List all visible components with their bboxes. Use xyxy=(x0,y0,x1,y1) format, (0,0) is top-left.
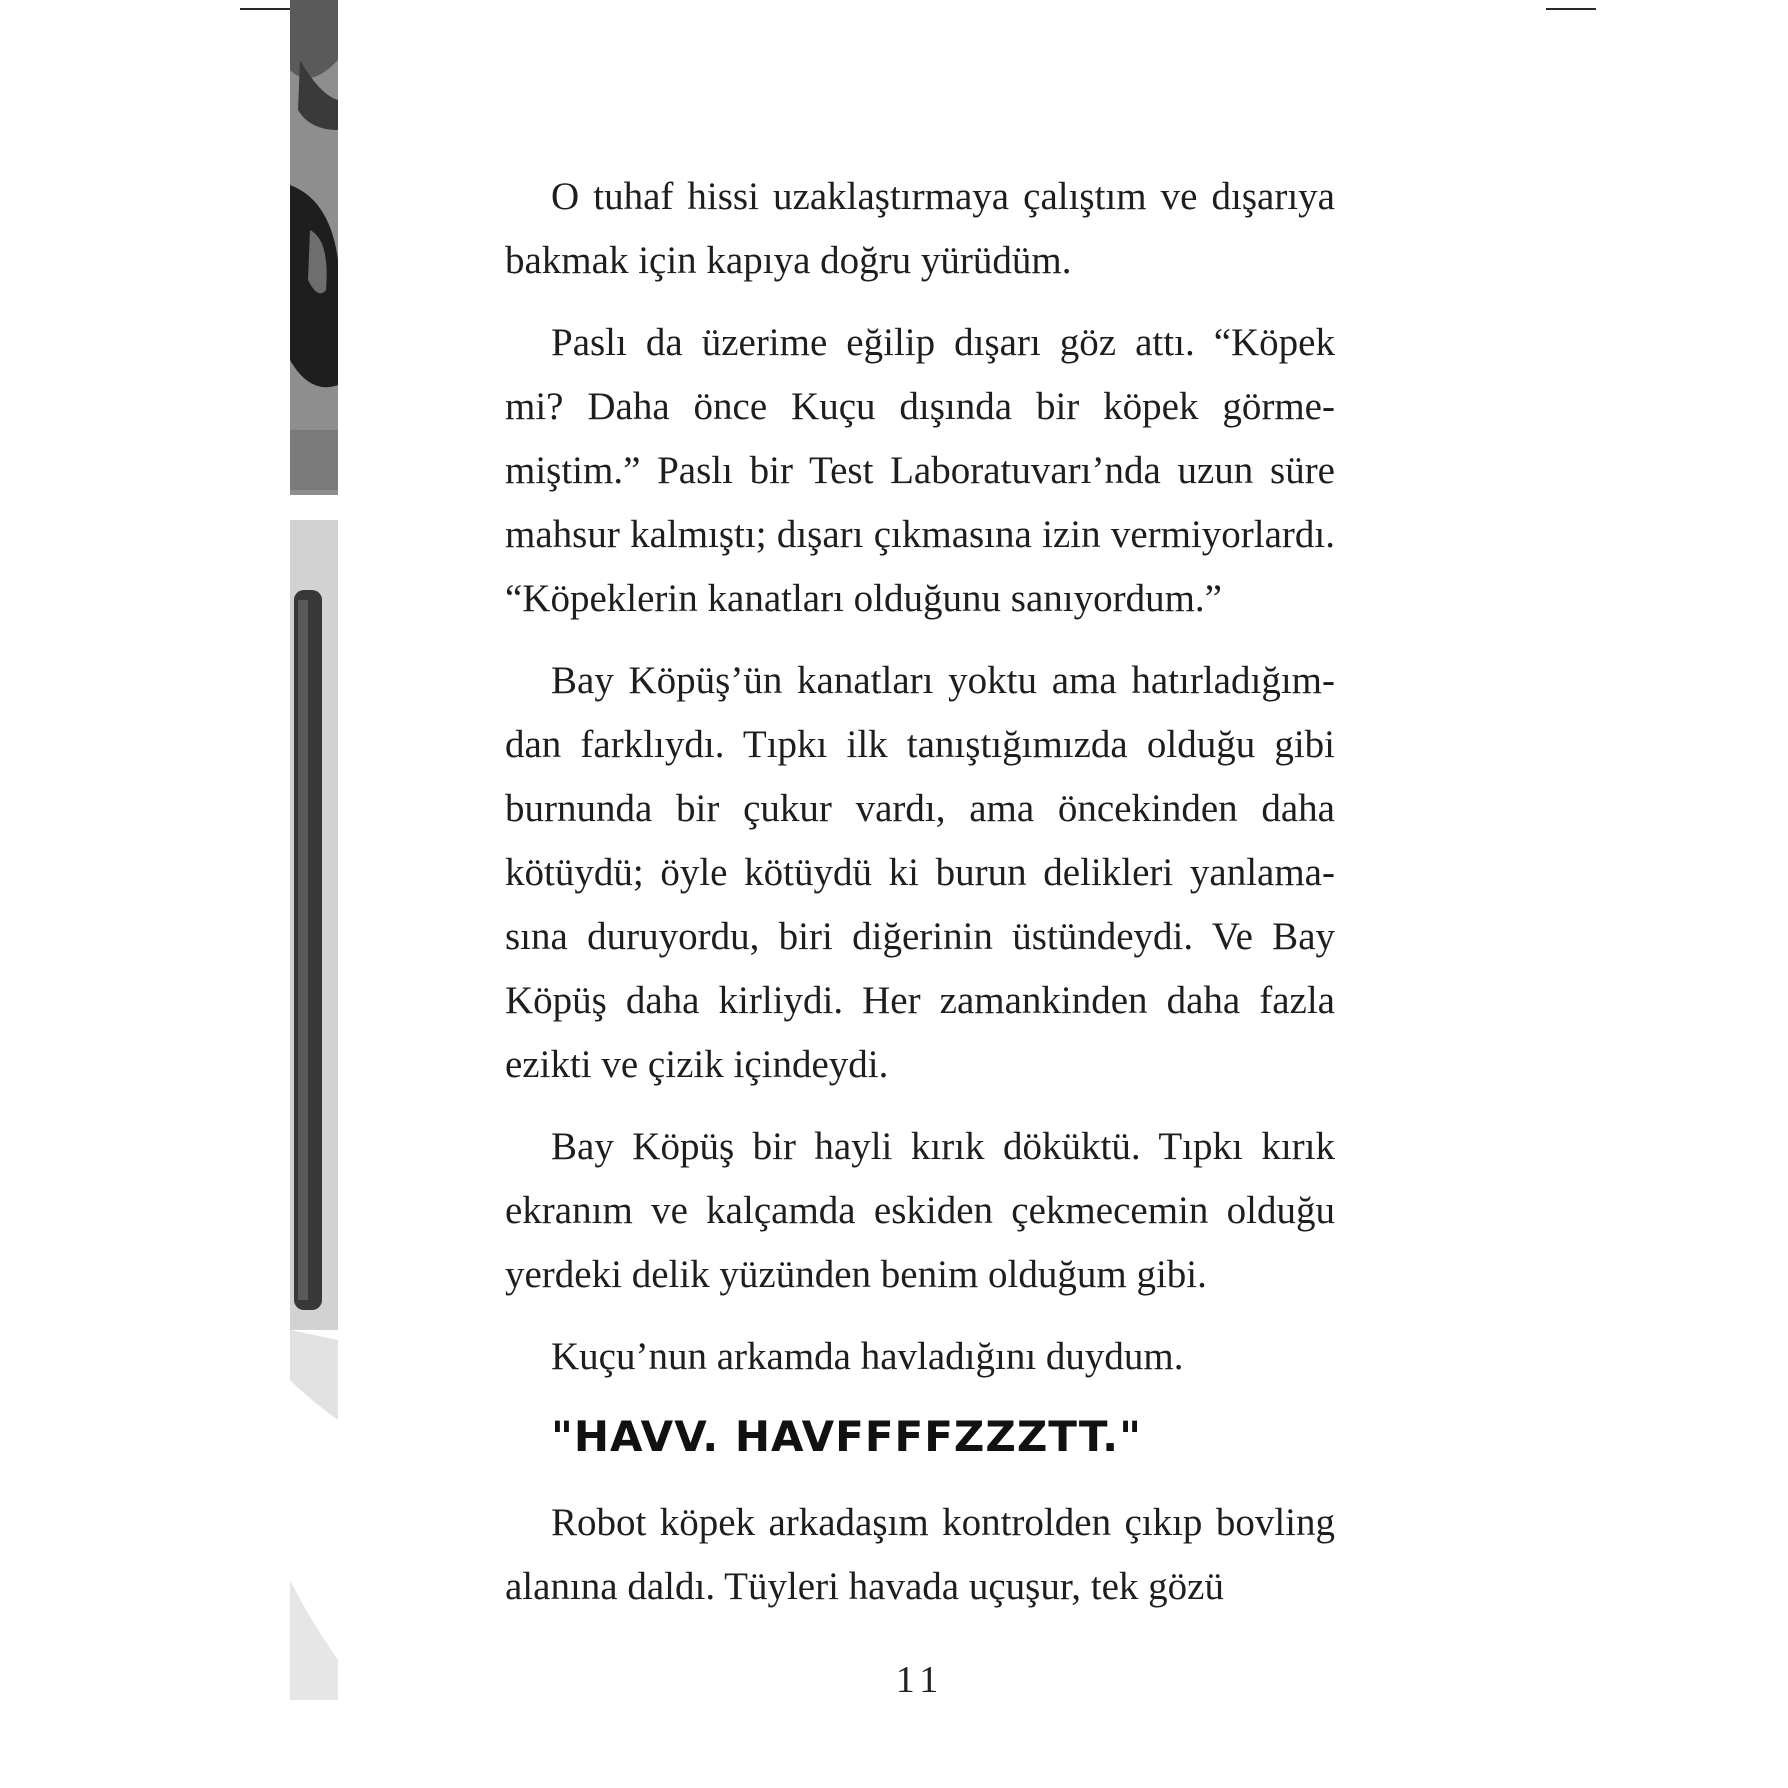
paragraph-5: Kuçu’nun arkamda havladığını duydum. xyxy=(551,1335,1184,1378)
crop-mark-left xyxy=(240,8,290,10)
page-number: 11 xyxy=(895,1659,945,1701)
paragraph-4: Bay Köpüş bir hayli kırık döküktü. Tıpkı kırık ekranım ve kalçamda eskiden çekmecemin olduğu yerdeki delik yüzünden benim olduğum gibi. xyxy=(505,1125,1335,1296)
illustration-strip xyxy=(290,0,338,1700)
illustration-edge-image xyxy=(290,0,338,1700)
paragraph-3: Bay Köpüş’ün kanatları yoktu ama hatırladığımdan farklıydı. Tıpkı ilk tanıştığımızda olduğu gibi burnunda bir çukur vardı, ama öncekinden daha kötüydü; öyle kötüydü ki burun delikleri yanlamasına duruyordu, biri diğerinin üstündeydi. Ve Bay Köpüş daha kirliydi. Her zamankinden daha fazla ezikti ve çizik içindeydi. xyxy=(505,659,1335,1086)
sound-effect-text: "HAVV. HAVFFFFZZZTT." xyxy=(551,1412,1143,1461)
paragraph-final: Robot köpek arkadaşım kontrolden çıkıp bovling alanına daldı. Tüyleri havada uçuşur, tek gözü xyxy=(505,1501,1335,1608)
paragraph-2: Paslı da üzerime eğilip dışarı göz attı. “Köpek mi? Daha önce Kuçu dışında bir köpek görmemiştim.” Paslı bir Test Laboratuvarı’nda uzun süre mahsur kalmıştı; dışarı çıkmasına izin vermiyorlardı. “Köpeklerin kanatları olduğunu sanıyordum.” xyxy=(505,321,1335,620)
page-body xyxy=(505,165,1335,1637)
crop-mark-right xyxy=(1546,8,1596,10)
paragraph-1: O tuhaf hissi uzaklaştırmaya çalıştım ve dışarıya bakmak için kapıya doğru yürüdüm. xyxy=(505,175,1335,282)
